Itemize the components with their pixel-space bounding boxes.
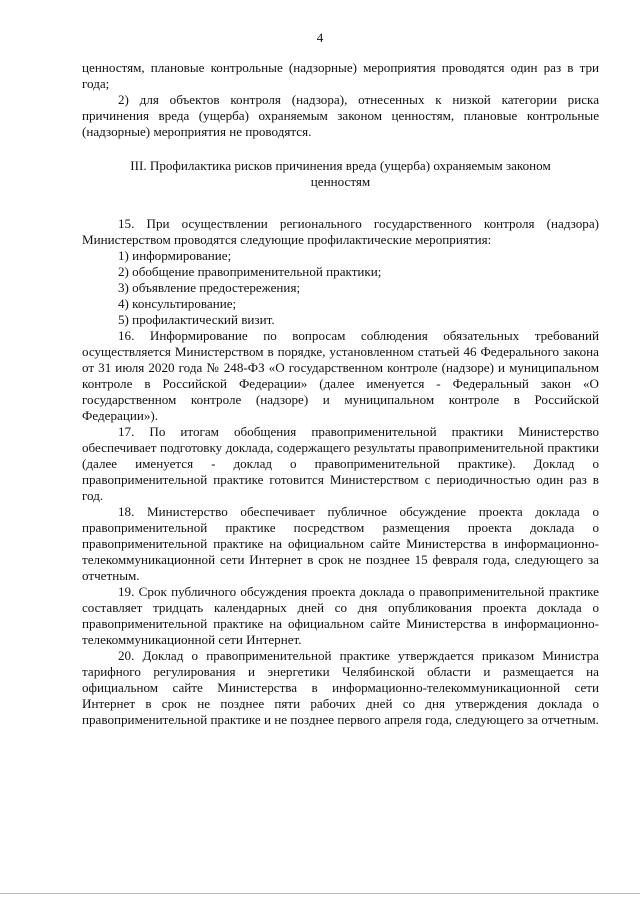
paragraph-20: 20. Доклад о правоприменительной практике утверждается приказом Министра тарифного регулирования и энергетики Челябинской области и размещается на официальном сайте Министерства в информационно-телекоммуникационной сети Интернет в срок не позднее пяти рабочих дней со дня утверждения доклада о правоприменительной практике и не позднее первого апреля года, следующего за отчетным.: [82, 648, 599, 727]
paragraph-15: 15. При осуществлении регионального государственного контроля (надзора) Министерством проводятся следующие профилактические мероприятия:: [82, 216, 599, 247]
paragraph-16: 16. Информирование по вопросам соблюдения обязательных требований осуществляется Министерством в порядке, установленном статьей 46 Федерального закона от 31 июля 2020 года № 248-ФЗ «О государственном контроле (надзоре) и муниципальном контроле в Российской Федерации» (далее именуется - Федеральный закон «О государственном контроле (надзоре) и муниципальном контроле в Российской Федерации»).: [82, 328, 599, 423]
list-item: 2) обобщение правоприменительной практики;: [118, 264, 382, 279]
paragraph-intro-continuation: ценностям, плановые контрольные (надзорные) мероприятия проводятся один раз в три года;: [82, 60, 599, 91]
section-heading: III. Профилактика рисков причинения вреда (ущерба) охраняемым законом ценностям: [130, 158, 551, 189]
paragraph-17: 17. По итогам обобщения правоприменительной практики Министерство обеспечивает подготовку доклада, содержащего результаты правоприменительной практики (далее именуется - доклад о правоприменительной практике). Доклад о правоприменительной практике готовится Министерством с периодичностью один раз в год.: [82, 424, 599, 503]
paragraph-19: 19. Срок публичного обсуждения проекта доклада о правоприменительной практике составляет тридцать календарных дней со дня опубликования проекта доклада о правоприменительной практике на официальном сайте Министерства в информационно-телекоммуникационной сети Интернет.: [82, 584, 599, 647]
list-item: 1) информирование;: [118, 248, 232, 263]
list-item: 3) объявление предостережения;: [118, 280, 301, 295]
page-number: 4: [316, 30, 324, 45]
list-item: 5) профилактический визит.: [118, 312, 275, 327]
list-item: 4) консультирование;: [118, 296, 237, 311]
paragraph-18: 18. Министерство обеспечивает публичное обсуждение проекта доклада о правоприменительной практике посредством размещения проекта доклада о правоприменительной практике на официальном сайте Министерства в информационно-телекоммуникационной сети Интернет в срок не позднее 15 февраля года, следующего за отчетным.: [82, 504, 599, 583]
scan-bottom-edge: [0, 893, 640, 894]
paragraph-intro-item-2: 2) для объектов контроля (надзора), отнесенных к низкой категории риска причинения вреда (ущерба) охраняемым законом ценностям, плановые контрольные (надзорные) мероприятия не проводятся.: [82, 92, 599, 139]
document-body: [82, 60, 599, 728]
